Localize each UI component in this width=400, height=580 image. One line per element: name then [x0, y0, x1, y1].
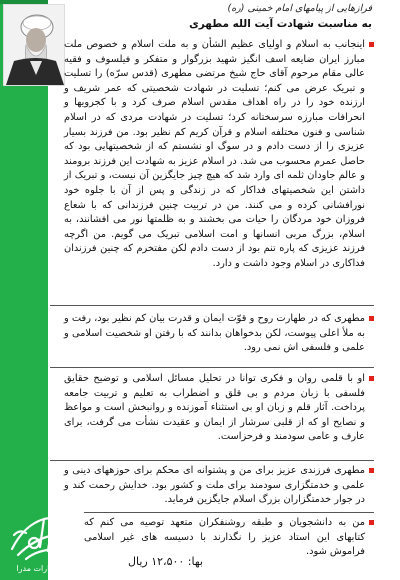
- paragraph-text: من به دانشجویان و طبقه روشنفکران متعهد توصیه می کنم که کتابهای این استاد عزیز را نگذارند با دسیسه های غیر اسلامی فراموش شود.: [84, 517, 365, 558]
- bullet-marker: [369, 376, 374, 381]
- portrait-icon: [4, 5, 64, 85]
- separator: [84, 512, 374, 513]
- paragraph-text: مطهری که در طهارت روح و قوّت ایمان و قدرت بیان کم نظیر بود، رفت و به ملأ اعلی پیوست، لکن بدخواهان بدانند که با رفتن او شخصیت اسلامی و علمی و فلسفی اش نمی رود.: [64, 313, 365, 354]
- paragraph-text: او با قلمی روان و فکری توانا در تحلیل مسائل اسلامی و توضیح حقایق فلسفی با زبان مردم و بی قلق و اضطراب به تعلیم و تربیت جامعه پرداخت. آثار قلم و زبان او بی استثناء آموزنده و روانبخش است و مواعظ و نصایح او که از قلبی سرشار از ایمان و عقیدت نشأت می گرفت، برای عارف و عامی سودمند و فرحزاست.: [64, 373, 365, 443]
- series-title: فرازهایی از پیامهای امام خمینی (ره): [227, 3, 372, 14]
- publisher-name: انتشارات مدرا: [16, 564, 64, 573]
- calligraphy-logo-icon: [4, 505, 76, 575]
- occasion-subtitle: به مناسبت شهادت آیت الله مطهری: [189, 18, 372, 30]
- publisher-logo: [4, 505, 76, 575]
- bullet-marker: [369, 316, 374, 321]
- bullet-marker: [369, 42, 374, 47]
- separator: [50, 460, 374, 461]
- separator: [50, 367, 374, 368]
- bullet-marker: [369, 520, 374, 525]
- message-paragraph: [64, 312, 374, 362]
- message-paragraph: [64, 38, 374, 298]
- green-spine: [0, 0, 48, 580]
- message-paragraph: [84, 516, 374, 558]
- portrait-photo: [3, 4, 65, 86]
- bullet-marker: [369, 468, 374, 473]
- separator: [50, 305, 374, 306]
- message-paragraph: [64, 464, 374, 510]
- price-label: بها: ۱۲،۵۰۰ ریال: [128, 555, 203, 568]
- paragraph-text: مطهری فرزندی عزیز برای من و پشتوانه ای محکم برای حوزههای دینی و علمی و خدمتگزاری سودمند برای ملت و کشور بود. خدایش رحمت کند و در جوار خدمتگزاران بزرگ اسلام جایگزین فرماید.: [64, 465, 365, 506]
- message-paragraph: [64, 372, 374, 456]
- paragraph-text: اینجانب به اسلام و اولیای عظیم الشأن و به ملت اسلام و خصوص ملت مبارز ایران ضایعه اسف انگیز شهید بزرگوار و متفکر و فیلسوف و فقیه عالی مقام مرحوم آقای حاج شیخ مرتضی مطهری (قدس سرّه) را تسلیت و تبریک عرض می کنم؛ تسلیت در شهادت شخصیتی که عمر شریف و ارزنده خود را در راه اهداف مقدس اسلام صرف کرد و با کجرویها و انحرافات مبارزه سرسختانه کرد؛ تسلیت در شهادت مردی که در اسلام شناسی و فنون مختلفه اسلام و قرآن کریم کم نظیر بود. من فرزند بسیار عزیزی را از دست دادم و در سوگ او نشستم که از شخصیتهایی بود که حاصل عمرم محسوب می شد. در اسلام عزیز به شهادت این فرزند برومند و عالم جاودان ثلمه ای وارد شد که هیچ چیز جایگزین آن نیست، و تبریک از داشتن این شخصیتهای فداکار که در زندگی و پس از آن با جلوه خود نورافشانی کرده و می کنند. من در تربیت چنین فرزندانی که با شعاع فروزان خود مردگان را حیات می بخشند و به ظلمتها نور می افشانند، به اسلام، بزرگ مربی انسانها و امت اسلامی تبریک می گویم. من اگرچه فرزند عزیزی که پاره تنم بود از دست دادم لکن مفتخرم که چنین فرزندان فداکاری در اسلام وجود داشت و دارد.: [64, 39, 365, 269]
